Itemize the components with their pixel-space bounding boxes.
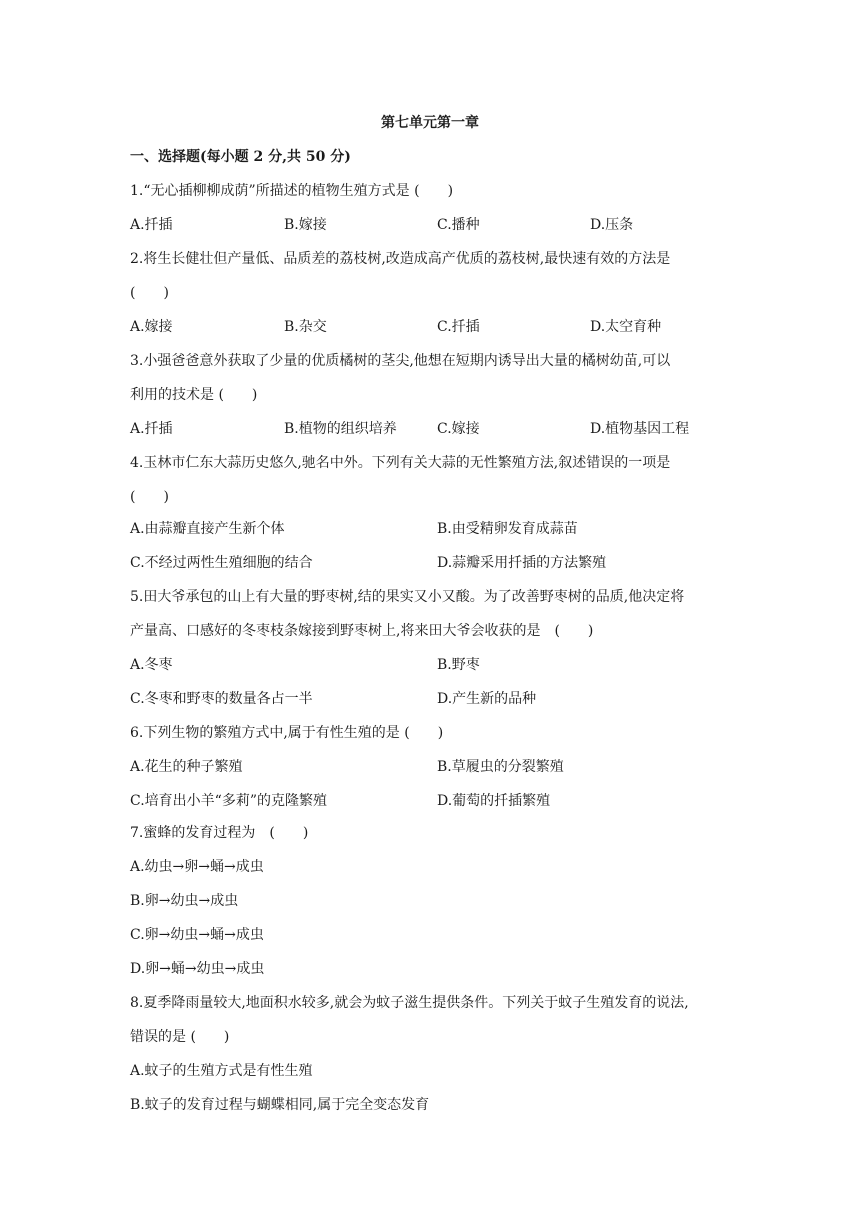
question-5-option-c: C.冬枣和野枣的数量各占一半 [130, 691, 313, 707]
question-4-option-a: A.由蒜瓣直接产生新个体 [130, 521, 285, 537]
question-6-option-c: C.培育出小羊“多莉”的克隆繁殖 [130, 793, 327, 809]
question-8-stem-line1: 8.夏季降雨量较大,地面积水较多,就会为蚊子滋生提供条件。下列关于蚊子生殖发育的说法, [130, 995, 689, 1011]
question-8-option-b: B.蚊子的发育过程与蝴蝶相同,属于完全变态发育 [130, 1097, 430, 1113]
question-2-option-a: A.嫁接 [130, 319, 173, 335]
question-6-option-d: D.葡萄的扦插繁殖 [437, 793, 551, 809]
question-4-option-b: B.由受精卵发育成蒜苗 [437, 521, 578, 537]
question-2-stem-line1: 2.将生长健壮但产量低、品质差的荔枝树,改造成高产优质的荔枝树,最快速有效的方法是 [130, 251, 671, 267]
question-2-stem-line2: ( ) [130, 285, 169, 301]
question-4-stem-line1: 4.玉林市仁东大蒜历史悠久,驰名中外。下列有关大蒜的无性繁殖方法,叙述错误的一项是 [130, 455, 671, 471]
question-3-option-d: D.植物基因工程 [590, 421, 690, 437]
question-2-option-c: C.扦插 [437, 319, 480, 335]
question-5-option-b: B.野枣 [437, 657, 480, 673]
question-7-option-b: B.卵→幼虫→成虫 [130, 893, 239, 909]
question-1-option-c: C.播种 [437, 217, 480, 233]
question-5-option-d: D.产生新的品种 [437, 691, 537, 707]
section-heading: 一、选择题(每小题 2 分,共 50 分) [130, 149, 351, 165]
question-3-option-b: B.植物的组织培养 [284, 421, 397, 437]
question-6-option-b: B.草履虫的分裂繁殖 [437, 759, 564, 775]
question-7-stem: 7.蜜蜂的发育过程为 ( ) [130, 825, 309, 841]
question-2-option-b: B.杂交 [284, 319, 327, 335]
question-4-option-d: D.蒜瓣采用扦插的方法繁殖 [437, 555, 607, 571]
question-3-stem-line2: 利用的技术是 ( ) [130, 387, 258, 403]
question-5-option-a: A.冬枣 [130, 657, 173, 673]
question-4-stem-line2: ( ) [130, 489, 169, 505]
question-1-option-b: B.嫁接 [284, 217, 327, 233]
question-1-stem: 1.“无心插柳柳成荫”所描述的植物生殖方式是 ( ) [130, 183, 454, 199]
page-title: 第七单元第一章 [381, 115, 479, 131]
question-7-option-d: D.卵→蛹→幼虫→成虫 [130, 961, 265, 977]
question-7-option-a: A.幼虫→卵→蛹→成虫 [130, 859, 264, 875]
question-6-option-a: A.花生的种子繁殖 [130, 759, 243, 775]
question-6-stem: 6.下列生物的繁殖方式中,属于有性生殖的是 ( ) [130, 725, 444, 741]
question-3-option-a: A.扦插 [130, 421, 173, 437]
question-1-option-d: D.压条 [590, 217, 634, 233]
question-2-option-d: D.太空育种 [590, 319, 662, 335]
question-5-stem-line1: 5.田大爷承包的山上有大量的野枣树,结的果实又小又酸。为了改善野枣树的品质,他决定将 [130, 589, 685, 605]
question-4-option-c: C.不经过两性生殖细胞的结合 [130, 555, 313, 571]
question-1-option-a: A.扦插 [130, 217, 173, 233]
question-8-option-a: A.蚊子的生殖方式是有性生殖 [130, 1063, 313, 1079]
question-8-stem-line2: 错误的是 ( ) [130, 1029, 230, 1045]
question-7-option-c: C.卵→幼虫→蛹→成虫 [130, 927, 264, 943]
question-3-stem-line1: 3.小强爸爸意外获取了少量的优质橘树的茎尖,他想在短期内诱导出大量的橘树幼苗,可以 [130, 353, 671, 369]
question-3-option-c: C.嫁接 [437, 421, 480, 437]
question-5-stem-line2: 产量高、口感好的冬枣枝条嫁接到野枣树上,将来田大爷会收获的是 ( ) [130, 623, 594, 639]
